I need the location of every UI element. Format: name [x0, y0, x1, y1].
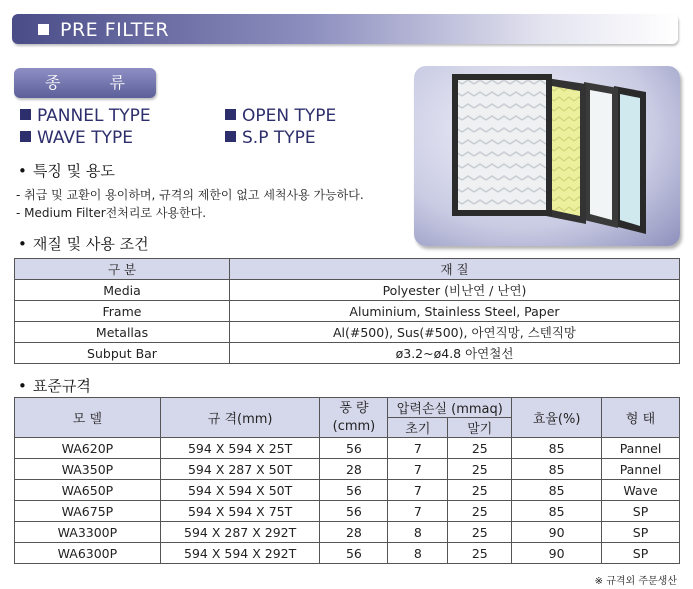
cell-model: WA6300P	[15, 543, 161, 564]
material-category: Frame	[15, 301, 230, 322]
materials-heading: • 재질 및 사용 조건	[18, 235, 149, 253]
cell-type: SP	[602, 522, 680, 543]
cell-size: 594 X 594 X 50T	[160, 480, 320, 501]
title-bar	[12, 14, 678, 44]
column-header: 재 질	[230, 259, 680, 280]
cell-initial: 8	[388, 543, 448, 564]
type-item	[225, 106, 336, 126]
cell-final: 25	[448, 501, 512, 522]
cell-efficiency: 85	[512, 480, 602, 501]
cell-final: 25	[448, 459, 512, 480]
cell-airflow: 28	[320, 459, 388, 480]
filter-illustration-icon	[414, 66, 680, 246]
bullet-dot-icon: •	[18, 162, 27, 180]
column-header-pressure: 압력손실 (mmaq)	[388, 398, 512, 418]
type-item	[20, 106, 151, 126]
cell-efficiency: 85	[512, 438, 602, 459]
cell-initial: 8	[388, 522, 448, 543]
cell-efficiency: 85	[512, 501, 602, 522]
cell-airflow: 56	[320, 543, 388, 564]
square-bullet-icon	[20, 131, 31, 142]
square-bullet-icon	[38, 24, 49, 35]
cell-size: 594 X 287 X 50T	[160, 459, 320, 480]
cell-type: Wave	[602, 480, 680, 501]
column-header-efficiency: 효율(%)	[512, 398, 602, 438]
table-row	[15, 522, 680, 543]
cell-airflow: 56	[320, 438, 388, 459]
cell-initial: 7	[388, 480, 448, 501]
cell-initial: 7	[388, 501, 448, 522]
cell-type: Pannel	[602, 459, 680, 480]
column-header-model: 모 델	[15, 398, 161, 438]
page-title: PRE FILTER	[60, 19, 170, 41]
type-label: S.P TYPE	[242, 128, 316, 148]
cell-airflow: 56	[320, 501, 388, 522]
features-heading: • 특징 및 용도	[18, 162, 115, 180]
cell-size: 594 X 287 X 292T	[160, 522, 320, 543]
table-row	[15, 322, 680, 343]
cell-efficiency: 90	[512, 543, 602, 564]
material-value: Aluminium, Stainless Steel, Paper	[230, 301, 680, 322]
cell-model: WA3300P	[15, 522, 161, 543]
column-header-final: 말기	[448, 418, 512, 438]
table-row	[15, 501, 680, 522]
cell-initial: 7	[388, 438, 448, 459]
table-header-row	[15, 259, 680, 280]
table-row	[15, 280, 680, 301]
table-row	[15, 343, 680, 364]
cell-final: 25	[448, 438, 512, 459]
cell-efficiency: 90	[512, 522, 602, 543]
filter-product-photo	[414, 66, 680, 246]
cell-model: WA675P	[15, 501, 161, 522]
materials-table	[14, 258, 680, 364]
cell-airflow: 56	[320, 480, 388, 501]
column-header-type: 형 태	[602, 398, 680, 438]
spec-heading: • 표준규격	[18, 377, 91, 395]
cell-size: 594 X 594 X 292T	[160, 543, 320, 564]
square-bullet-icon	[225, 131, 236, 142]
cell-airflow: 28	[320, 522, 388, 543]
table-row	[15, 301, 680, 322]
cell-initial: 7	[388, 459, 448, 480]
material-value: ø3.2~ø4.8 아연철선	[230, 343, 680, 364]
cell-type: SP	[602, 501, 680, 522]
type-label: PANNEL TYPE	[37, 106, 151, 126]
cell-size: 594 X 594 X 75T	[160, 501, 320, 522]
cell-model: WA650P	[15, 480, 161, 501]
material-value: Al(#500), Sus(#500), 아연직망, 스텐직망	[230, 322, 680, 343]
types-badge: 종 류	[14, 68, 156, 98]
cell-final: 25	[448, 543, 512, 564]
cell-model: WA620P	[15, 438, 161, 459]
type-label: OPEN TYPE	[242, 106, 337, 126]
custom-order-note: ※ 규격외 주문생산	[594, 576, 677, 587]
spec-table	[14, 397, 680, 564]
bullet-dot-icon: •	[18, 377, 27, 395]
cell-final: 25	[448, 480, 512, 501]
table-row	[15, 480, 680, 501]
table-row	[15, 459, 680, 480]
cell-type: SP	[602, 543, 680, 564]
square-bullet-icon	[225, 109, 236, 120]
type-item	[20, 128, 133, 148]
table-row	[15, 438, 680, 459]
square-bullet-icon	[20, 109, 31, 120]
cell-model: WA350P	[15, 459, 161, 480]
cell-efficiency: 85	[512, 459, 602, 480]
cell-size: 594 X 594 X 25T	[160, 438, 320, 459]
type-item	[225, 128, 316, 148]
cell-final: 25	[448, 522, 512, 543]
cell-type: Pannel	[602, 438, 680, 459]
material-category: Subput Bar	[15, 343, 230, 364]
bullet-dot-icon: •	[18, 235, 27, 253]
column-header-size: 규 격(mm)	[160, 398, 320, 438]
feature-line: - Medium Filter전처리로 사용한다.	[16, 206, 207, 220]
table-header-row	[15, 398, 680, 418]
feature-line: - 취급 및 교환이 용이하며, 규격의 제한이 없고 세척사용 가능하다.	[16, 188, 364, 202]
table-row	[15, 543, 680, 564]
column-header-initial: 초기	[388, 418, 448, 438]
material-value: Polyester (비난연 / 난연)	[230, 280, 680, 301]
type-label: WAVE TYPE	[37, 128, 133, 148]
column-header-airflow: 풍 량 (cmm)	[320, 398, 388, 438]
material-category: Metallas	[15, 322, 230, 343]
column-header: 구 분	[15, 259, 230, 280]
material-category: Media	[15, 280, 230, 301]
